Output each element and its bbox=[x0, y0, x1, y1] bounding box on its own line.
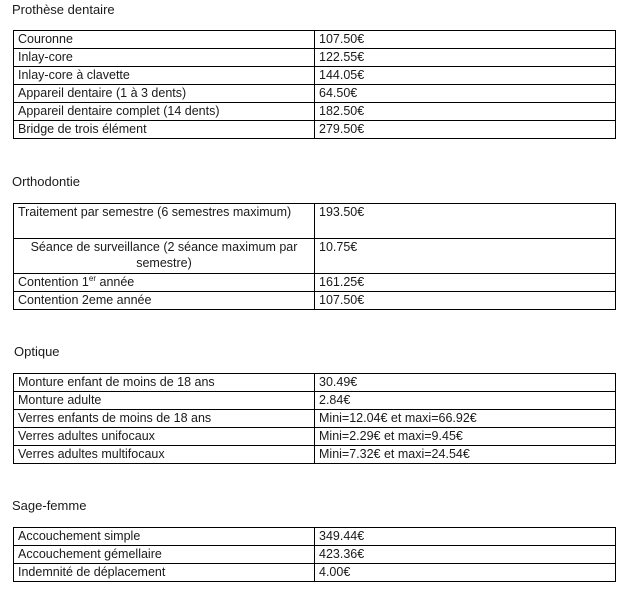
table-row bbox=[14, 49, 616, 67]
table-row bbox=[14, 204, 616, 239]
row-label: Accouchement simple bbox=[14, 528, 315, 546]
row-value: 193.50€ bbox=[315, 204, 616, 239]
section-title-sage-femme: Sage-femme bbox=[12, 498, 87, 513]
row-label: Monture enfant de moins de 18 ans bbox=[14, 374, 315, 392]
row-value: 2.84€ bbox=[315, 392, 616, 410]
table-row bbox=[14, 274, 616, 292]
table-optique bbox=[13, 373, 616, 464]
row-label: Verres enfants de moins de 18 ans bbox=[14, 410, 315, 428]
table-row bbox=[14, 239, 616, 274]
row-value: 122.55€ bbox=[315, 49, 616, 67]
row-value: 182.50€ bbox=[315, 103, 616, 121]
table-row bbox=[14, 67, 616, 85]
row-label: Séance de surveillance (2 séance maximum par semestre) bbox=[14, 239, 315, 274]
row-value: 144.05€ bbox=[315, 67, 616, 85]
row-value: Mini=12.04€ et maxi=66.92€ bbox=[315, 410, 616, 428]
section-title-prothese: Prothèse dentaire bbox=[12, 2, 115, 17]
table-row bbox=[14, 85, 616, 103]
section-title-optique: Optique bbox=[14, 344, 60, 359]
row-value: Mini=2.29€ et maxi=9.45€ bbox=[315, 428, 616, 446]
section-title-orthodontie: Orthodontie bbox=[12, 174, 80, 189]
row-value: 349.44€ bbox=[315, 528, 616, 546]
table-row bbox=[14, 374, 616, 392]
row-value: 30.49€ bbox=[315, 374, 616, 392]
row-value: 161.25€ bbox=[315, 274, 616, 292]
row-value: Mini=7.32€ et maxi=24.54€ bbox=[315, 446, 616, 464]
row-label: Verres adultes multifocaux bbox=[14, 446, 315, 464]
row-value: 10.75€ bbox=[315, 239, 616, 274]
row-label-text: année bbox=[96, 275, 135, 289]
row-label: Inlay-core bbox=[14, 49, 315, 67]
row-label: Monture adulte bbox=[14, 392, 315, 410]
row-label: Contention 2eme année bbox=[14, 292, 315, 310]
table-row bbox=[14, 428, 616, 446]
table-sage-femme bbox=[13, 527, 616, 582]
row-value: 423.36€ bbox=[315, 546, 616, 564]
table-prothese bbox=[13, 30, 616, 139]
row-value: 107.50€ bbox=[315, 31, 616, 49]
row-label: Couronne bbox=[14, 31, 315, 49]
row-label: Verres adultes unifocaux bbox=[14, 428, 315, 446]
table-row bbox=[14, 546, 616, 564]
table-row bbox=[14, 292, 616, 310]
table-row bbox=[14, 410, 616, 428]
row-value: 107.50€ bbox=[315, 292, 616, 310]
table-orthodontie bbox=[13, 203, 616, 310]
row-label: Inlay-core à clavette bbox=[14, 67, 315, 85]
row-value: 279.50€ bbox=[315, 121, 616, 139]
row-label: Traitement par semestre (6 semestres maximum) bbox=[14, 204, 315, 239]
row-label: Appareil dentaire (1 à 3 dents) bbox=[14, 85, 315, 103]
table-row bbox=[14, 564, 616, 582]
row-label: Accouchement gémellaire bbox=[14, 546, 315, 564]
table-row bbox=[14, 31, 616, 49]
ordinal-superscript: er bbox=[88, 274, 97, 283]
table-row bbox=[14, 446, 616, 464]
table-row bbox=[14, 103, 616, 121]
row-label-text: Contention 1 bbox=[18, 275, 89, 289]
table-row bbox=[14, 121, 616, 139]
row-label: Bridge de trois élément bbox=[14, 121, 315, 139]
row-value: 4.00€ bbox=[315, 564, 616, 582]
table-row bbox=[14, 392, 616, 410]
table-row bbox=[14, 528, 616, 546]
row-label: Indemnité de déplacement bbox=[14, 564, 315, 582]
row-value: 64.50€ bbox=[315, 85, 616, 103]
row-label bbox=[14, 274, 315, 292]
row-label: Appareil dentaire complet (14 dents) bbox=[14, 103, 315, 121]
